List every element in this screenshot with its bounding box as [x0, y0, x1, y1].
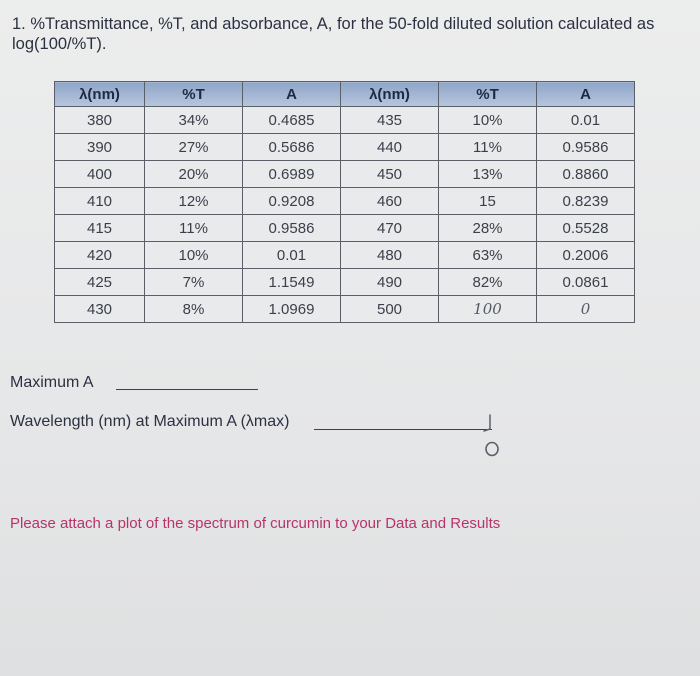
header-transmittance: %T	[439, 82, 537, 107]
data-table	[54, 81, 635, 323]
table-cell: 0.01	[537, 107, 635, 134]
table-row	[55, 215, 635, 242]
table-cell: 0.01	[243, 242, 341, 269]
table-cell: 34%	[145, 107, 243, 134]
table-cell: 425	[55, 269, 145, 296]
table-header-row	[55, 82, 635, 107]
table-cell: 435	[341, 107, 439, 134]
table-cell: 11%	[439, 134, 537, 161]
table-row	[55, 269, 635, 296]
table-cell: 500	[341, 296, 439, 323]
table-row	[55, 134, 635, 161]
handwritten-zero-mark	[478, 413, 508, 458]
table-cell: 0.5686	[243, 134, 341, 161]
table-cell: 7%	[145, 269, 243, 296]
attachment-note: Please attach a plot of the spectrum of curcumin to your Data and Results	[10, 515, 501, 532]
table-cell: 440	[341, 134, 439, 161]
table-cell: 10%	[439, 107, 537, 134]
table-cell: 15	[439, 188, 537, 215]
table-cell: 390	[55, 134, 145, 161]
table-cell: 27%	[145, 134, 243, 161]
table-cell: 0.5528	[537, 215, 635, 242]
table-cell: 12%	[145, 188, 243, 215]
table-row	[55, 296, 635, 323]
table-cell: 450	[341, 161, 439, 188]
table-cell: 82%	[439, 269, 537, 296]
wavelength-max-answer-field[interactable]	[314, 429, 492, 430]
table-cell: 0.4685	[243, 107, 341, 134]
table-row	[55, 161, 635, 188]
header-wavelength: λ(nm)	[55, 82, 145, 107]
table-cell: 0.0861	[537, 269, 635, 296]
table-cell: 20%	[145, 161, 243, 188]
table-cell: 400	[55, 161, 145, 188]
table-cell: 480	[341, 242, 439, 269]
header-transmittance: %T	[145, 82, 243, 107]
table-cell: 410	[55, 188, 145, 215]
table-cell: 0.8239	[537, 188, 635, 215]
table-cell: 430	[55, 296, 145, 323]
table-cell: 1.1549	[243, 269, 341, 296]
table-cell: 10%	[145, 242, 243, 269]
table-cell: 8%	[145, 296, 243, 323]
table-cell: 0.8860	[537, 161, 635, 188]
table-cell: 460	[341, 188, 439, 215]
table-cell: 490	[341, 269, 439, 296]
wavelength-max-label: Wavelength (nm) at Maximum A (λmax)	[10, 413, 290, 430]
header-absorbance: A	[537, 82, 635, 107]
table-cell: 0.9586	[243, 215, 341, 242]
max-a-answer-field[interactable]	[116, 389, 258, 390]
table-cell: 1.0969	[243, 296, 341, 323]
header-absorbance: A	[243, 82, 341, 107]
handwritten-cell: 0	[537, 296, 635, 323]
table-cell: 11%	[145, 215, 243, 242]
table-row	[55, 188, 635, 215]
handwritten-cell: 100	[439, 296, 537, 323]
table-cell: 28%	[439, 215, 537, 242]
table-row	[55, 107, 635, 134]
table-row	[55, 242, 635, 269]
table-cell: 415	[55, 215, 145, 242]
table-cell: 0.9586	[537, 134, 635, 161]
header-wavelength: λ(nm)	[341, 82, 439, 107]
table-cell: 0.6989	[243, 161, 341, 188]
table-cell: 470	[341, 215, 439, 242]
table-cell: 0.9208	[243, 188, 341, 215]
table-cell: 0.2006	[537, 242, 635, 269]
table-cell: 63%	[439, 242, 537, 269]
max-a-label: Maximum A	[10, 374, 94, 391]
table-cell: 420	[55, 242, 145, 269]
question-text: 1. %Transmittance, %T, and absorbance, A, for the 50-fold diluted solution calculated as log(100/%T).	[12, 15, 655, 53]
table-cell: 13%	[439, 161, 537, 188]
table-cell: 380	[55, 107, 145, 134]
